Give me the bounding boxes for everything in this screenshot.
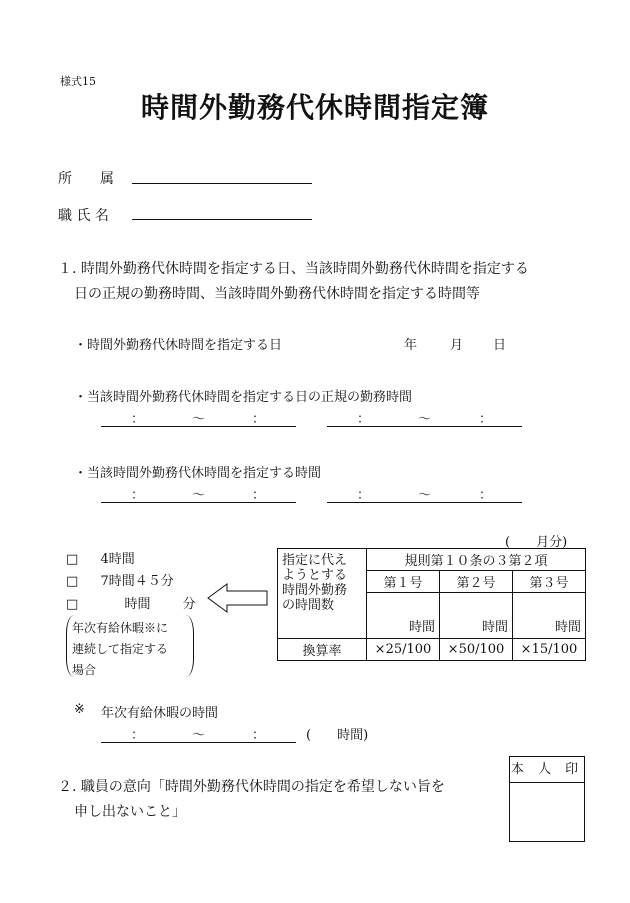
colon: ： (252, 728, 266, 743)
colon: ： (252, 412, 266, 427)
tilde: ～ (192, 728, 206, 743)
hours-cell-2[interactable] (440, 593, 513, 639)
checkbox-icon[interactable]: □ (66, 597, 79, 612)
tilde: ～ (418, 488, 432, 503)
form-number: 様式15 (60, 75, 96, 88)
group-header: 規則第１０条の３第２項 (367, 549, 586, 571)
hours-cell-3[interactable] (513, 593, 586, 639)
personal-seal-box[interactable] (509, 756, 585, 842)
section2-line1: ２. 職員の意向「時間外勤務代休時間の指定を希望しない旨を (58, 779, 445, 795)
note-line-2: 連続して指定する (72, 642, 169, 656)
section2-line2: 申し出ないこと」 (74, 804, 186, 820)
tilde: ～ (418, 412, 432, 427)
option-label: 7時間４５分 (100, 574, 174, 589)
seal-label: 本 人 印 (510, 757, 584, 783)
affiliation-label: 所 属 (58, 171, 114, 187)
rate-value: ×50/100 (440, 639, 513, 661)
row-label-cell (278, 549, 367, 639)
note-line-1: 年次有給休暇※に (72, 621, 169, 635)
row-label-line: 時間外勤務 (282, 583, 348, 598)
annual-leave-mark: ※ (74, 702, 85, 717)
colon: ： (252, 488, 266, 503)
column-header: 第１号 (367, 571, 440, 593)
designated-time-label: ・当該時間外勤務代休時間を指定する時間 (74, 466, 322, 481)
colon: ： (131, 728, 145, 743)
option-label: 4時間 (100, 552, 135, 567)
month-label: 月 (450, 338, 464, 353)
checkbox-icon[interactable]: □ (66, 574, 79, 589)
section1-heading-line1: １. 時間外勤務代休時間を指定する日、当該時間外勤務代休時間を指定する (58, 261, 529, 277)
row-label-line: 指定に代え (282, 553, 348, 568)
rate-label: 換算率 (278, 639, 367, 661)
rate-value: ×25/100 (367, 639, 440, 661)
option-custom[interactable] (66, 593, 196, 612)
column-header: 第２号 (440, 571, 513, 593)
option-minutes-label: 分 (182, 597, 196, 612)
colon: ： (357, 488, 371, 503)
checkbox-icon[interactable]: □ (66, 552, 79, 567)
name-field[interactable] (132, 219, 312, 220)
colon: ： (131, 412, 145, 427)
colon: ： (131, 488, 145, 503)
annual-leave-hours[interactable]: ( 時間) (306, 728, 369, 743)
page-title: 時間外勤務代休時間指定簿 (140, 91, 489, 124)
colon: ： (357, 412, 371, 427)
year-label: 年 (404, 338, 418, 353)
colon: ： (479, 412, 493, 427)
date-item-label: ・時間外勤務代休時間を指定する日 (74, 338, 283, 353)
hours-unit: 時間 (481, 620, 508, 635)
name-label: 職 氏 名 (58, 208, 109, 224)
hours-unit: 時間 (554, 620, 581, 635)
affiliation-field[interactable] (132, 183, 312, 184)
month-note: ( 月分) (505, 535, 568, 550)
option-7-hours-45[interactable] (66, 570, 174, 589)
column-header: 第３号 (513, 571, 586, 593)
row-label-line: ようとする (282, 568, 348, 583)
hours-cell-1[interactable] (367, 593, 440, 639)
annual-leave-note (72, 618, 168, 681)
annual-leave-label: 年次有給休暇の時間 (101, 706, 219, 721)
note-line-3: 場合 (72, 663, 97, 677)
option-hours-label: 時間 (124, 597, 151, 612)
section1-heading-line2: 日の正規の勤務時間、当該時間外勤務代休時間を指定する時間等 (74, 286, 480, 302)
colon: ： (479, 488, 493, 503)
conversion-table (277, 548, 586, 661)
tilde: ～ (192, 488, 206, 503)
rate-value: ×15/100 (513, 639, 586, 661)
left-arrow-icon (207, 582, 269, 614)
hours-unit: 時間 (408, 620, 435, 635)
day-label: 日 (493, 338, 507, 353)
option-4-hours[interactable] (66, 548, 135, 567)
row-label-line: の時間数 (282, 598, 335, 613)
tilde: ～ (192, 412, 206, 427)
regular-hours-label: ・当該時間外勤務代休時間を指定する日の正規の勤務時間 (74, 390, 413, 405)
